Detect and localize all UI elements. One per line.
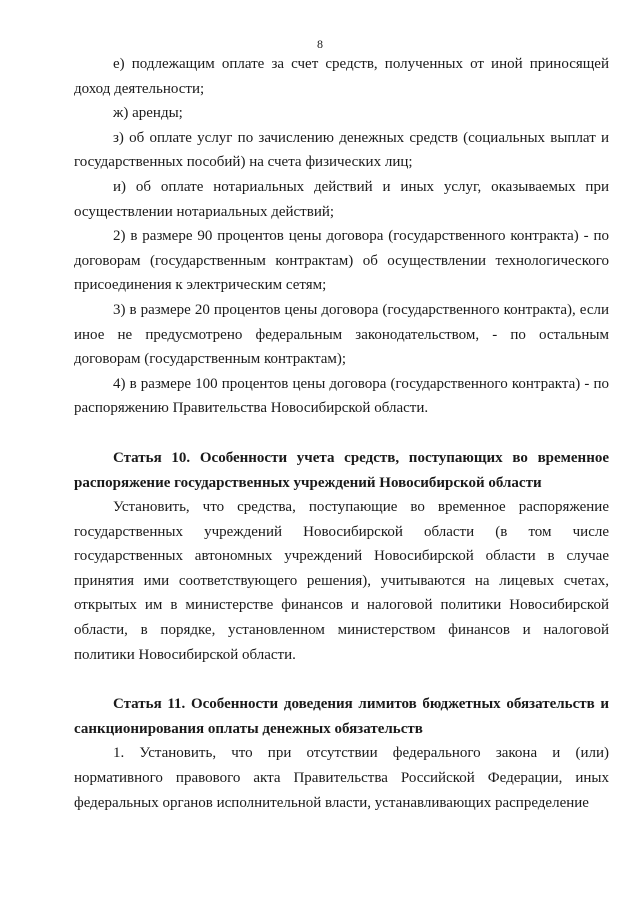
section-spacer: [74, 667, 609, 692]
list-item-i: и) об оплате нотариальных действий и иных услуг, оказываемых при осуществлении нотариальных действий;: [74, 178, 609, 220]
article-10-text: Установить, что средства, поступающие во временное распоряжение государственных учреждений Новосибирской области (в том числе государственных автономных учреждений Новосибирской области в случае принятия ими соответствующего решения), учитываются на лицевых счетах, открытых им в министерстве финансов и налоговой политики Новосибирской области, в порядке, установленном министерством финансов и налоговой политики Новосибирской области.: [74, 499, 609, 663]
list-item-2: 2) в размере 90 процентов цены договора (государственного контракта) - по договорам (государственным контрактам) об осуществлении технологического присоединения к электрическим сетям;: [74, 228, 609, 294]
list-item-3: 3) в размере 20 процентов цены договора (государственного контракта), если иное не предусмотрено федеральным законодательством, - по остальным договорам (государственным контрактам);: [74, 301, 609, 368]
list-item-e: е) подлежащим оплате за счет средств, полученных от иной приносящей доход деятельности;: [74, 56, 609, 97]
list-item-zh: ж) аренды;: [113, 105, 183, 122]
list-item-z: з) об оплате услуг по зачислению денежных средств (социальных выплат и государственных пособий) на счета физических лиц;: [74, 129, 609, 171]
article-11-text: 1. Установить, что при отсутствии федерального закона и (или) нормативного правового акта Правительства Российской Федерации, иных федеральных органов исполнительной власти, устанавливающих распределение: [74, 745, 609, 811]
list-item-4: 4) в размере 100 процентов цены договора (государственного контракта) - по распоряжению Правительства Новосибирской области.: [74, 375, 609, 417]
article-11-heading: Статья 11. Особенности доведения лимитов бюджетных обязательств и санкционирования оплаты денежных обязательств: [74, 696, 609, 737]
article-10-heading: Статья 10. Особенности учета средств, поступающих во временное распоряжение государственных учреждений Новосибирской области: [74, 449, 609, 491]
document-body: [74, 52, 609, 815]
page-number: 8: [317, 37, 323, 51]
section-spacer: [74, 421, 609, 446]
